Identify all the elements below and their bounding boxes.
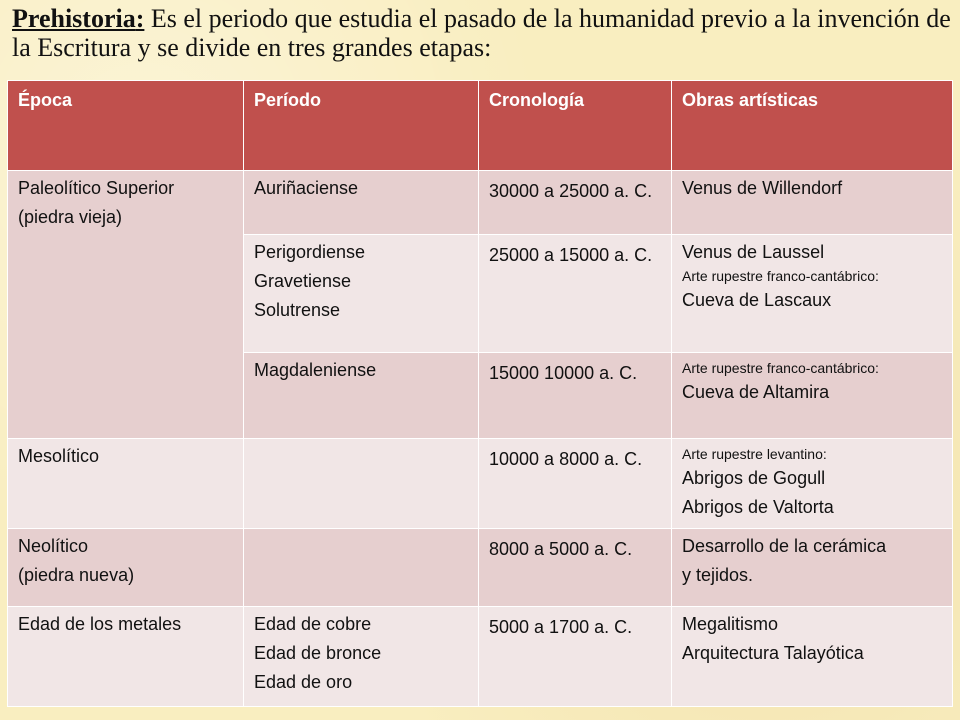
artwork-note: Arte rupestre franco-cantábrico: [682,268,879,284]
period-name: Edad de bronce [254,643,382,663]
period-name: Solutrense [254,300,341,320]
table-row [8,607,953,707]
intro-lead-term: Prehistoria [12,4,136,33]
chronology-cell: 15000 10000 a. C. [479,353,672,439]
epoch-name: Edad de los metales [18,614,182,634]
chronology-cell: 25000 a 15000 a. C. [479,235,672,353]
epoch-cell-paleolitico [8,171,244,439]
artwork-item: Abrigos de Gogull [682,468,826,488]
epoch-name: Neolítico [18,536,89,556]
period-name: Edad de oro [254,672,353,692]
period-name: Auriñaciense [254,178,359,198]
intro-colon: : [135,4,145,33]
table-row [8,439,953,529]
artwork-item: Desarrollo de la cerámica [682,536,887,556]
artwork-item: y tejidos. [682,565,754,585]
period-name: Magdaleniense [254,360,377,380]
header-epoca: Época [8,81,244,171]
epoch-cell-neolitico [8,529,244,607]
header-obras: Obras artísticas [672,81,953,171]
epoch-name: Mesolítico [18,446,100,466]
artworks-cell [672,171,953,235]
artwork-note: Arte rupestre levantino: [682,446,827,462]
header-cronologia: Cronología [479,81,672,171]
chronology-cell: 8000 a 5000 a. C. [479,529,672,607]
intro-paragraph [12,4,952,62]
epoch-cell-metales [8,607,244,707]
period-cell [244,171,479,235]
period-cell [244,607,479,707]
artwork-item: Arquitectura Talayótica [682,643,864,663]
chronology-cell: 30000 a 25000 a. C. [479,171,672,235]
period-name: Perigordiense [254,242,366,262]
artworks-cell [672,353,953,439]
period-name: Edad de cobre [254,614,372,634]
artwork-item: Cueva de Altamira [682,382,830,402]
prehistory-table [7,80,953,707]
artwork-item: Abrigos de Valtorta [682,497,834,517]
artworks-cell [672,529,953,607]
artworks-cell [672,235,953,353]
table-row [8,171,953,235]
table-row [8,529,953,607]
header-periodo: Período [244,81,479,171]
artwork-item: Venus de Willendorf [682,178,843,198]
period-cell [244,235,479,353]
artworks-cell [672,439,953,529]
epoch-subtitle: (piedra nueva) [18,565,135,585]
artwork-item: Venus de Laussel [682,242,825,262]
artwork-item: Megalitismo [682,614,779,634]
intro-text: Es el periodo que estudia el pasado de la humanidad previo a la invención de la Escritura y se divide en tres grandes etapas: [12,4,951,62]
table-header-row [8,81,953,171]
period-cell-empty [244,529,479,607]
artwork-item: Cueva de Lascaux [682,290,832,310]
period-cell [244,353,479,439]
period-cell-empty [244,439,479,529]
artworks-cell [672,607,953,707]
epoch-name: Paleolítico Superior [18,178,175,198]
epoch-subtitle: (piedra vieja) [18,207,123,227]
artwork-note: Arte rupestre franco-cantábrico: [682,360,879,376]
epoch-cell-mesolitico [8,439,244,529]
period-name: Gravetiense [254,271,352,291]
chronology-cell: 10000 a 8000 a. C. [479,439,672,529]
chronology-cell: 5000 a 1700 a. C. [479,607,672,707]
